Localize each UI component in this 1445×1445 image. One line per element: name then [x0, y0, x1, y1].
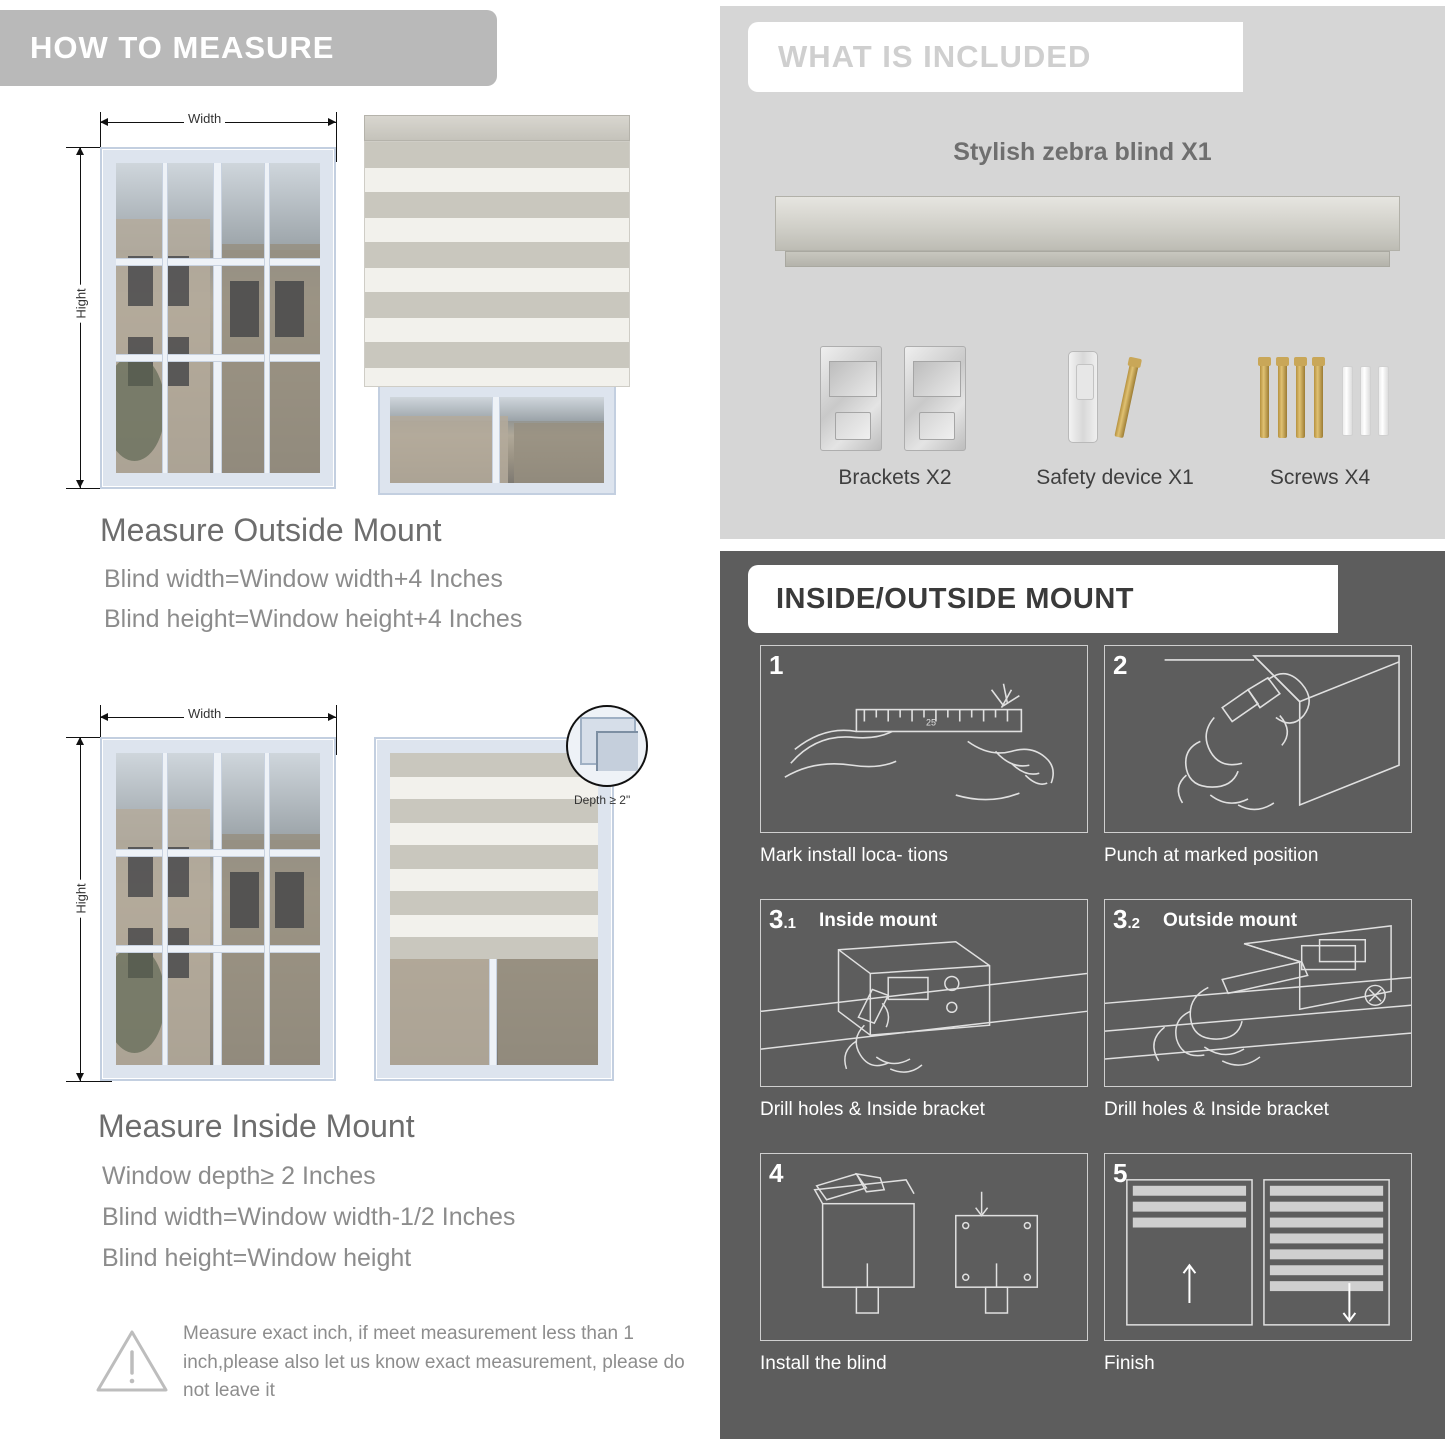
step-5: [1104, 1153, 1412, 1341]
tick: [336, 112, 337, 162]
brackets-caption: Brackets X2: [838, 466, 952, 489]
wall-anchor-icon: [1360, 366, 1371, 436]
building: [390, 416, 508, 483]
window-glass: [116, 753, 320, 1065]
wall-anchor-icon: [1378, 366, 1389, 436]
step-3-2-number: 3.2: [1113, 904, 1140, 934]
wall-anchor-icon: [1342, 366, 1353, 436]
width-label: Width: [184, 706, 225, 721]
mullion: [163, 753, 167, 1065]
how-to-measure-header: [0, 10, 497, 86]
screw-icon: [1296, 364, 1305, 438]
screw-icon: [1314, 364, 1323, 438]
step-3-2-sketch: [1105, 900, 1411, 1087]
window-glass: [390, 753, 598, 1065]
mullion: [116, 355, 320, 361]
height-label: Hight: [74, 284, 89, 322]
zebra-blind-outside: [364, 115, 630, 387]
step-5-sketch: [1105, 1154, 1411, 1341]
safety-device-icon: [1068, 351, 1098, 443]
building-window: [165, 337, 189, 387]
inside-mount-illustration: [0, 695, 714, 1115]
window-frame-inside: [374, 737, 614, 1081]
outside-mount-line1: Blind width=Window width+4 Inches: [104, 565, 503, 593]
bracket-icon: [820, 346, 882, 451]
what-is-included-title: WHAT IS INCLUDED: [778, 39, 1092, 74]
mullion: [214, 163, 221, 473]
window-glass: [116, 163, 320, 473]
warning-text: Measure exact inch, if meet measurement less than 1 inch,please also let us know exact measurement, please do not leave it: [183, 1323, 685, 1401]
parts-row: [760, 336, 1410, 506]
height-label: Hight: [74, 879, 89, 917]
screw-icon: [1114, 364, 1138, 438]
mullion: [116, 946, 320, 952]
step-2-number: 2: [1113, 650, 1128, 680]
step-1-caption: Mark install loca- tions: [760, 845, 948, 866]
zebra-fabric: [390, 753, 598, 959]
step-2: [1104, 645, 1412, 833]
mullion: [265, 753, 269, 1065]
outside-mount-line2: Blind height=Window height+4 Inches: [104, 605, 523, 633]
building-window: [230, 872, 259, 928]
step-3-2: [1104, 899, 1412, 1087]
safety-device-caption: Safety device X1: [1036, 466, 1194, 489]
step-4: [760, 1153, 1088, 1341]
step-1: [760, 645, 1088, 833]
step-3-1-sketch: [761, 900, 1087, 1087]
inside-mount-line1: Window depth≥ 2 Inches: [102, 1162, 376, 1190]
how-to-measure-section: [0, 0, 714, 1445]
part-safety-device: [1010, 336, 1220, 506]
width-label: Width: [184, 111, 225, 126]
part-screws: [1220, 336, 1420, 506]
step-3-1-number: 3.1: [769, 904, 796, 934]
what-is-included-section: [720, 6, 1445, 539]
building-window: [165, 928, 189, 978]
outside-mount-title: Measure Outside Mount: [100, 512, 442, 548]
right-column: [714, 0, 1445, 1445]
inside-outside-mount-section: [720, 551, 1445, 1439]
part-brackets: [780, 336, 1010, 506]
product-title: Stylish zebra blind X1: [953, 138, 1212, 166]
step-4-sketch: [761, 1154, 1087, 1341]
depth-label: Depth ≥ 2": [574, 793, 631, 807]
screw-icon: [1260, 364, 1269, 438]
step-1-sketch: [761, 646, 1087, 833]
window-frame: [100, 147, 336, 489]
step-3-1-caption: Drill holes & Inside bracket: [760, 1099, 985, 1120]
screws-caption: Screws X4: [1269, 466, 1371, 489]
mullion: [214, 753, 221, 1065]
inside-mount-line2: Blind width=Window width-1/2 Inches: [102, 1203, 516, 1231]
step-3-2-caption: Drill holes & Inside bracket: [1104, 1099, 1329, 1120]
warning-triangle-icon: [95, 1328, 169, 1394]
window-behind-blind: [378, 385, 616, 495]
outside-mount-illustration: [0, 100, 714, 520]
depth-detail-icon: [566, 705, 648, 787]
inside-outside-mount-title: INSIDE/OUTSIDE MOUNT: [776, 582, 1135, 615]
step-4-number: 4: [769, 1158, 784, 1188]
step-1-number: 1: [769, 650, 784, 680]
building-window: [275, 281, 304, 337]
inside-mount-line3: Blind height=Window height: [102, 1244, 412, 1272]
blind-headrail: [364, 115, 630, 141]
building-window: [230, 281, 259, 337]
step-2-caption: Punch at marked position: [1104, 845, 1319, 866]
headrail-illustration: [775, 196, 1400, 271]
building: [514, 423, 604, 483]
step-3-2-title: Outside mount: [1163, 910, 1298, 931]
mullion: [163, 163, 167, 473]
how-to-measure-title: HOW TO MEASURE: [30, 30, 335, 65]
mullion: [116, 259, 320, 265]
svg-text:25: 25: [925, 717, 936, 728]
tick: [66, 1081, 112, 1082]
step-3-1-title: Inside mount: [819, 910, 938, 931]
warning-box: [95, 1320, 695, 1430]
zebra-fabric: [364, 141, 630, 387]
what-is-included-header: [748, 22, 1243, 92]
inside-outside-mount-header: [748, 565, 1338, 633]
mullion: [265, 163, 269, 473]
window-frame: [100, 737, 336, 1081]
bracket-icon: [904, 346, 966, 451]
screw-icon: [1278, 364, 1287, 438]
step-5-caption: Finish: [1104, 1353, 1155, 1374]
mullion: [116, 850, 320, 856]
mullion: [493, 397, 499, 483]
inside-mount-title: Measure Inside Mount: [98, 1108, 415, 1144]
step-3-1: [760, 899, 1088, 1087]
step-4-caption: Install the blind: [760, 1353, 887, 1374]
tick: [336, 705, 337, 755]
step-2-sketch: [1105, 646, 1411, 833]
building-window: [275, 872, 304, 928]
step-5-number: 5: [1113, 1158, 1128, 1188]
window-glass: [390, 397, 604, 483]
